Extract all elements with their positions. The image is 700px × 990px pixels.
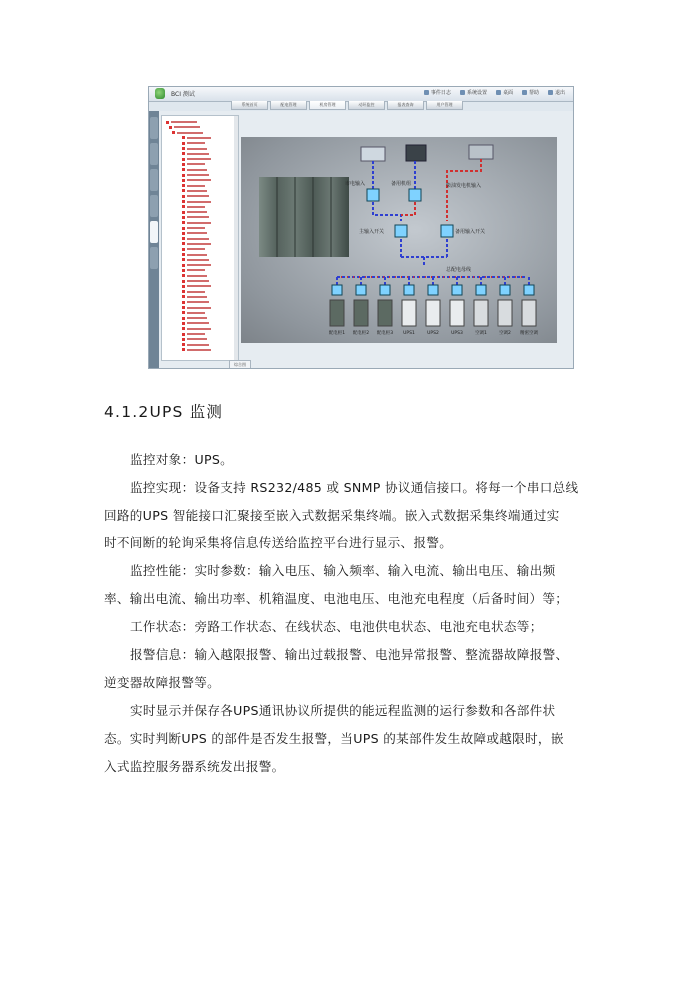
alarm-icon <box>182 290 185 293</box>
tree-node[interactable] <box>182 168 207 172</box>
tree-node[interactable] <box>182 306 211 310</box>
unit-switch-icon <box>452 285 462 295</box>
alarm-icon <box>182 343 185 346</box>
label-backup-generator: 备用机组 <box>391 181 412 187</box>
alarm-icon <box>172 131 175 134</box>
tree-node[interactable] <box>182 284 211 288</box>
alarm-icon <box>182 253 185 256</box>
tree-node[interactable] <box>166 120 197 124</box>
alarm-icon <box>182 280 185 283</box>
side-tab[interactable] <box>150 169 158 191</box>
settings-icon <box>460 90 465 95</box>
unit-cabinet-icon[interactable] <box>522 300 536 326</box>
tree-node[interactable] <box>182 274 207 278</box>
alarm-icon <box>182 306 185 309</box>
toolbar-item-desktop[interactable]: 桌面 <box>496 89 513 96</box>
tree-node[interactable] <box>182 343 209 347</box>
unit-cabinet-icon[interactable] <box>354 300 368 326</box>
alarm-icon <box>182 295 185 298</box>
toolbar-item-exit[interactable]: 退出 <box>548 89 565 96</box>
tree-node[interactable] <box>182 194 209 198</box>
bottom-tab[interactable]: 综合图 <box>229 360 251 369</box>
alarm-icon <box>182 227 185 230</box>
label-backup-switch: 备用输入开关 <box>455 229 486 235</box>
tree-node[interactable] <box>182 300 209 304</box>
side-tab-active[interactable] <box>150 221 158 243</box>
tree-node[interactable] <box>172 131 203 135</box>
unit-row <box>329 277 539 336</box>
tree-node[interactable] <box>182 205 205 209</box>
alarm-icon <box>166 121 169 124</box>
alarm-icon <box>182 338 185 341</box>
tree-node[interactable] <box>182 162 205 166</box>
tree-node[interactable] <box>182 221 211 225</box>
topology-canvas <box>241 137 557 343</box>
alarm-icon <box>182 136 185 139</box>
alarm-icon <box>182 311 185 314</box>
alarm-icon <box>182 158 185 161</box>
tree-node[interactable] <box>182 184 205 188</box>
alarm-icon <box>182 211 185 214</box>
tree-node[interactable] <box>182 173 209 177</box>
label-diesel-generator: 柴油发电机输入 <box>446 183 482 189</box>
unit-switch-icon <box>524 285 534 295</box>
unit-label: 配电柜2 <box>352 331 370 336</box>
toolbar-item-event-log[interactable]: 事件日志 <box>424 89 451 96</box>
exit-icon <box>548 90 553 95</box>
section-heading: 4.1.2UPS 监测 <box>104 403 224 421</box>
tree-node[interactable] <box>182 242 211 246</box>
paragraph-line: 监控对象：UPS。 <box>130 452 234 467</box>
tab-power[interactable]: 配电管理 <box>270 101 307 110</box>
unit-switch-icon <box>500 285 510 295</box>
side-tab[interactable] <box>150 247 158 269</box>
unit-cabinet-icon[interactable] <box>402 300 416 326</box>
tree-node[interactable] <box>182 178 211 182</box>
tree-node[interactable] <box>182 263 211 267</box>
alarm-icon <box>182 348 185 351</box>
alarm-icon <box>182 237 185 240</box>
tree-node[interactable] <box>182 157 211 161</box>
tab-home[interactable]: 系统首页 <box>231 101 268 110</box>
tree-node[interactable] <box>182 231 207 235</box>
cabinet-image <box>259 177 349 257</box>
unit-cabinet-icon[interactable] <box>426 300 440 326</box>
unit-cabinet-icon[interactable] <box>378 300 392 326</box>
tree-node[interactable] <box>182 290 205 294</box>
tree-node[interactable] <box>182 332 205 336</box>
alarm-icon <box>182 327 185 330</box>
desktop-icon <box>496 90 501 95</box>
side-tab[interactable] <box>150 117 158 139</box>
alarm-icon <box>182 168 185 171</box>
paragraph-line: 态。实时判断UPS 的部件是否发生报警，当UPS 的某部件发生故障或越限时，嵌 <box>104 731 564 746</box>
tree-node[interactable] <box>182 337 207 341</box>
paragraph-line: 回路的UPS 智能接口汇聚接至嵌入式数据采集终端。嵌入式数据采集终端通过实 <box>104 508 560 523</box>
alarm-icon <box>182 333 185 336</box>
tree-node[interactable] <box>182 226 205 230</box>
alarm-icon <box>182 184 185 187</box>
tree-node[interactable] <box>182 147 207 151</box>
tab-users[interactable]: 用户管理 <box>426 101 463 110</box>
alarm-icon <box>182 317 185 320</box>
unit-switch-icon <box>404 285 414 295</box>
paragraph-line: 逆变器故障报警等。 <box>104 675 221 690</box>
alarm-icon <box>169 126 172 129</box>
tree-node[interactable] <box>182 268 205 272</box>
alarm-icon <box>182 195 185 198</box>
alarm-icon <box>182 301 185 304</box>
tree-node[interactable] <box>182 237 209 241</box>
alarm-icon <box>182 200 185 203</box>
tree-node[interactable] <box>182 279 209 283</box>
paragraph-line: 报警信息：输入越限报警、输出过载报警、电池异常报警、整流器故障报警、 <box>130 647 569 662</box>
tab-environment[interactable]: 动环监控 <box>348 101 385 110</box>
alarm-icon <box>182 269 185 272</box>
unit-switch-icon <box>476 285 486 295</box>
tree-node[interactable] <box>182 189 207 193</box>
side-tab[interactable] <box>150 143 158 165</box>
app-title: BCI 测试 <box>171 91 195 98</box>
top-transformers <box>361 145 493 161</box>
alarm-icon <box>182 152 185 155</box>
tab-reports[interactable]: 报表查询 <box>387 101 424 110</box>
alarm-icon <box>182 242 185 245</box>
paragraph-line: 实时显示并保存各UPS通讯协议所提供的能远程监测的运行参数和各部件状 <box>130 703 556 718</box>
tree-node[interactable] <box>182 210 207 214</box>
alarm-icon <box>182 142 185 145</box>
tree-node[interactable] <box>182 141 205 145</box>
alarm-icon <box>182 264 185 267</box>
unit-cabinet-icon[interactable] <box>498 300 512 326</box>
unit-label: 空调1 <box>475 331 487 336</box>
tree-scrollbar[interactable] <box>234 116 238 360</box>
unit-label: UPS3 <box>451 331 463 336</box>
tree-node[interactable] <box>182 247 205 251</box>
tree-node[interactable] <box>169 125 200 129</box>
log-icon <box>424 90 429 95</box>
alarm-icon <box>182 232 185 235</box>
tree-node[interactable] <box>182 327 211 331</box>
alarm-icon <box>182 189 185 192</box>
unit-label: 配电柜3 <box>376 331 394 336</box>
paragraph-line: 工作状态：旁路工作状态、在线状态、电池供电状态、电池充电状态等； <box>130 619 543 634</box>
unit-switch-icon <box>380 285 390 295</box>
side-tab[interactable] <box>150 195 158 217</box>
alarm-icon <box>182 274 185 277</box>
tab-room[interactable]: 机房管理 <box>309 101 346 110</box>
tree-node[interactable] <box>182 136 211 140</box>
unit-cabinet-icon[interactable] <box>330 300 344 326</box>
unit-label: 空调2 <box>499 331 511 336</box>
alarm-icon <box>182 258 185 261</box>
unit-cabinet-icon[interactable] <box>450 300 464 326</box>
alarm-icon <box>182 147 185 150</box>
label-bus: 总配电母线 <box>446 267 472 273</box>
toolbar <box>424 89 565 96</box>
unit-label: UPS2 <box>427 331 439 336</box>
alarm-icon <box>182 174 185 177</box>
unit-cabinet-icon[interactable] <box>474 300 488 326</box>
help-icon <box>522 90 527 95</box>
tree-node[interactable] <box>182 321 209 325</box>
power-topology-diagram <box>241 137 557 343</box>
tree-node[interactable] <box>182 258 209 262</box>
device-tree[interactable] <box>161 115 239 361</box>
alarm-icon <box>182 163 185 166</box>
toolbar-item-settings[interactable]: 系统设置 <box>460 89 487 96</box>
tree-node[interactable] <box>182 152 209 156</box>
paragraph-line: 率、输出电流、输出功率、机箱温度、电池电压、电池充电程度（后备时间）等； <box>104 591 569 606</box>
alarm-icon <box>182 322 185 325</box>
alarm-icon <box>182 216 185 219</box>
paragraph-line: 时不间断的轮询采集将信息传送给监控平台进行显示、报警。 <box>104 535 453 550</box>
unit-switch-icon <box>428 285 438 295</box>
tree-node[interactable] <box>182 200 211 204</box>
alarm-icon <box>182 285 185 288</box>
tree-node[interactable] <box>182 348 211 352</box>
monitoring-software-screenshot <box>148 86 574 369</box>
tree-node[interactable] <box>182 316 207 320</box>
app-title-bar <box>149 87 573 102</box>
paragraph-line: 监控性能：实时参数：输入电压、输入频率、输入电流、输出电压、输出频 <box>130 563 556 578</box>
alarm-icon <box>182 205 185 208</box>
unit-label: UPS1 <box>403 331 415 336</box>
workspace <box>149 111 573 369</box>
side-tab-strip <box>149 111 159 369</box>
alarm-icon <box>182 179 185 182</box>
unit-label: 配电柜1 <box>328 331 346 336</box>
alarm-icon <box>182 248 185 251</box>
toolbar-item-help[interactable]: 帮助 <box>522 89 539 96</box>
tree-node[interactable] <box>182 215 209 219</box>
unit-switch-icon <box>332 285 342 295</box>
label-main-switch: 主输入开关 <box>359 229 385 235</box>
app-logo <box>155 88 165 99</box>
alarm-icon <box>182 221 185 224</box>
paragraph-line: 监控实现：设备支持 RS232/485 或 SNMP 协议通信接口。将每一个串口总线 <box>130 480 579 495</box>
paragraph-line: 入式监控服务器系统发出报警。 <box>104 759 285 774</box>
label-mains-in: 市电输入 <box>345 181 366 187</box>
tree-node[interactable] <box>182 253 207 257</box>
unit-switch-icon <box>356 285 366 295</box>
unit-label: 精密空调 <box>520 331 538 336</box>
power-lines <box>337 159 527 277</box>
tree-node[interactable] <box>182 311 205 315</box>
tree-node[interactable] <box>182 295 207 299</box>
main-tabs <box>231 101 463 110</box>
